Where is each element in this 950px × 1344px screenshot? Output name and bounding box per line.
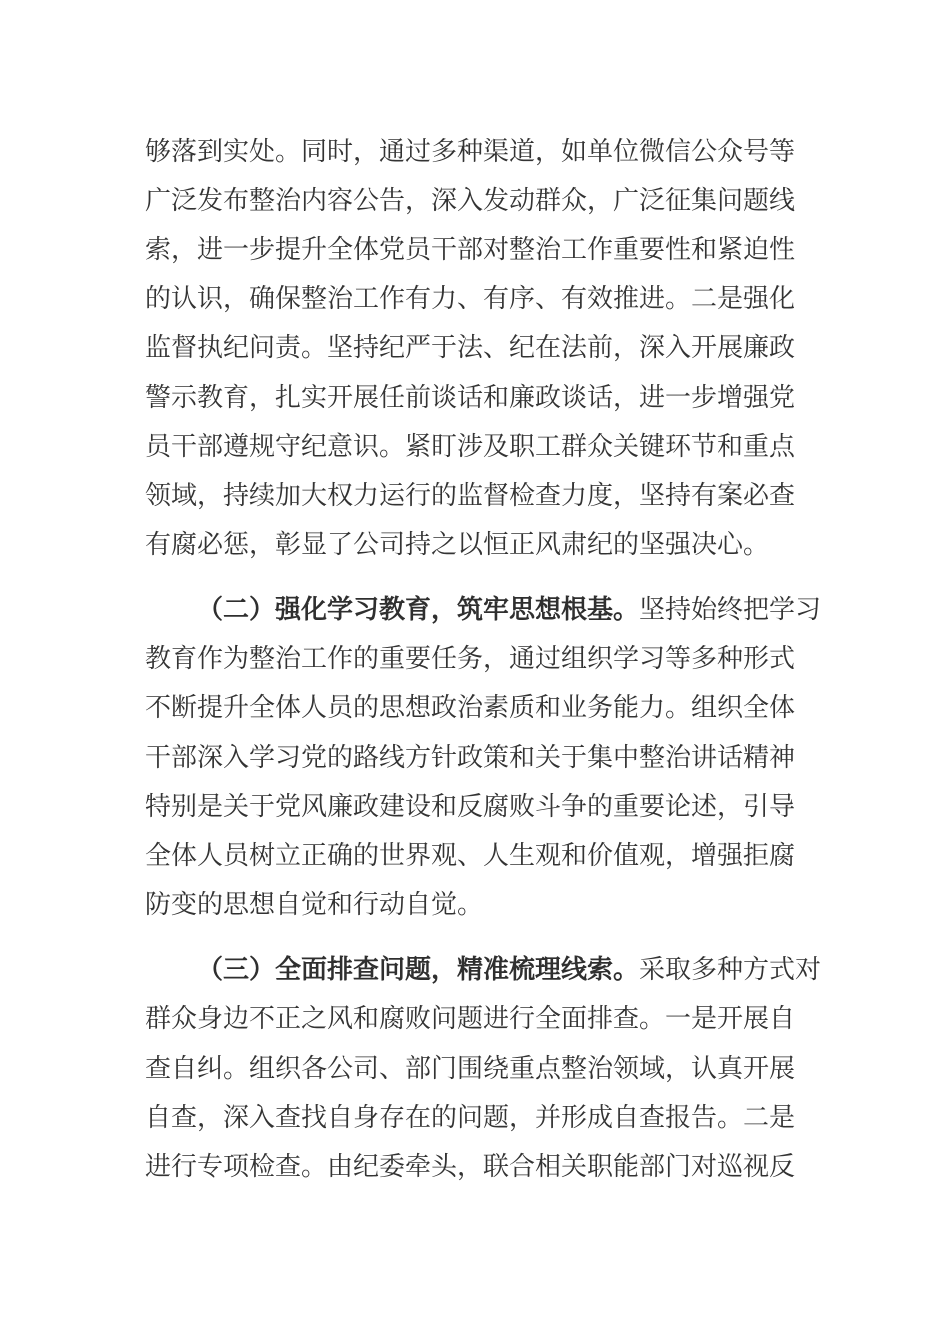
paragraph-1-line-4: 的认识，确保整治工作有力、有序、有效推进。二是强化 — [145, 284, 796, 314]
paragraph-1-line-7: 员干部遵规守纪意识。紧盯涉及职工群众关键环节和重点 — [145, 432, 796, 462]
paragraph-1-line-3: 索，进一步提升全体党员干部对整治工作重要性和紧迫性 — [145, 235, 796, 265]
paragraph-3-line-5: 进行专项检查。由纪委牵头，联合相关职能部门对巡视反 — [145, 1152, 796, 1182]
paragraph-2-line-6: 全体人员树立正确的世界观、人生观和价值观，增强拒腐 — [145, 841, 796, 871]
paragraph-3-line-3: 查自纠。组织各公司、部门围绕重点整治领域，认真开展 — [145, 1054, 796, 1084]
paragraph-1-line-5: 监督执纪问责。坚持纪严于法、纪在法前，深入开展廉政 — [145, 333, 796, 363]
paragraph-2-first-line-text: 坚持始终把学习 — [639, 595, 822, 625]
paragraph-2-line-3: 不断提升全体人员的思想政治素质和业务能力。组织全体 — [145, 693, 796, 723]
paragraph-3-line-2: 群众身边不正之风和腐败问题进行全面排查。一是开展自 — [145, 1004, 796, 1034]
paragraph-2-line-4: 干部深入学习党的路线方针政策和关于集中整治讲话精神 — [145, 743, 796, 773]
paragraph-1-line-8: 领域，持续加大权力运行的监督检查力度，坚持有案必查 — [145, 481, 796, 511]
section-heading-2: （二）强化学习教育，筑牢思想根基。 — [197, 595, 640, 625]
paragraph-1-line-2: 广泛发布整治内容公告，深入发动群众，广泛征集问题线 — [145, 186, 796, 216]
paragraph-3-first-line-text: 采取多种方式对 — [639, 955, 822, 985]
paragraph-2-line-2: 教育作为整治工作的重要任务，通过组织学习等多种形式 — [145, 644, 796, 674]
paragraph-3-line-1 — [197, 954, 822, 986]
paragraph-1-line-6: 警示教育，扎实开展任前谈话和廉政谈话，进一步增强党 — [145, 383, 796, 413]
section-heading-3: （三）全面排查问题，精准梳理线索。 — [197, 955, 640, 985]
paragraph-3-line-4: 自查，深入查找自身存在的问题，并形成自查报告。二是 — [145, 1103, 796, 1133]
paragraph-2-line-5: 特别是关于党风廉政建设和反腐败斗争的重要论述，引导 — [145, 792, 796, 822]
paragraph-1-line-9: 有腐必惩，彰显了公司持之以恒正风肃纪的坚强决心。 — [145, 530, 770, 560]
paragraph-2-line-7: 防变的思想自觉和行动自觉。 — [145, 890, 484, 920]
paragraph-2-line-1 — [197, 594, 822, 626]
paragraph-1-line-1: 够落到实处。同时，通过多种渠道，如单位微信公众号等 — [145, 137, 796, 167]
